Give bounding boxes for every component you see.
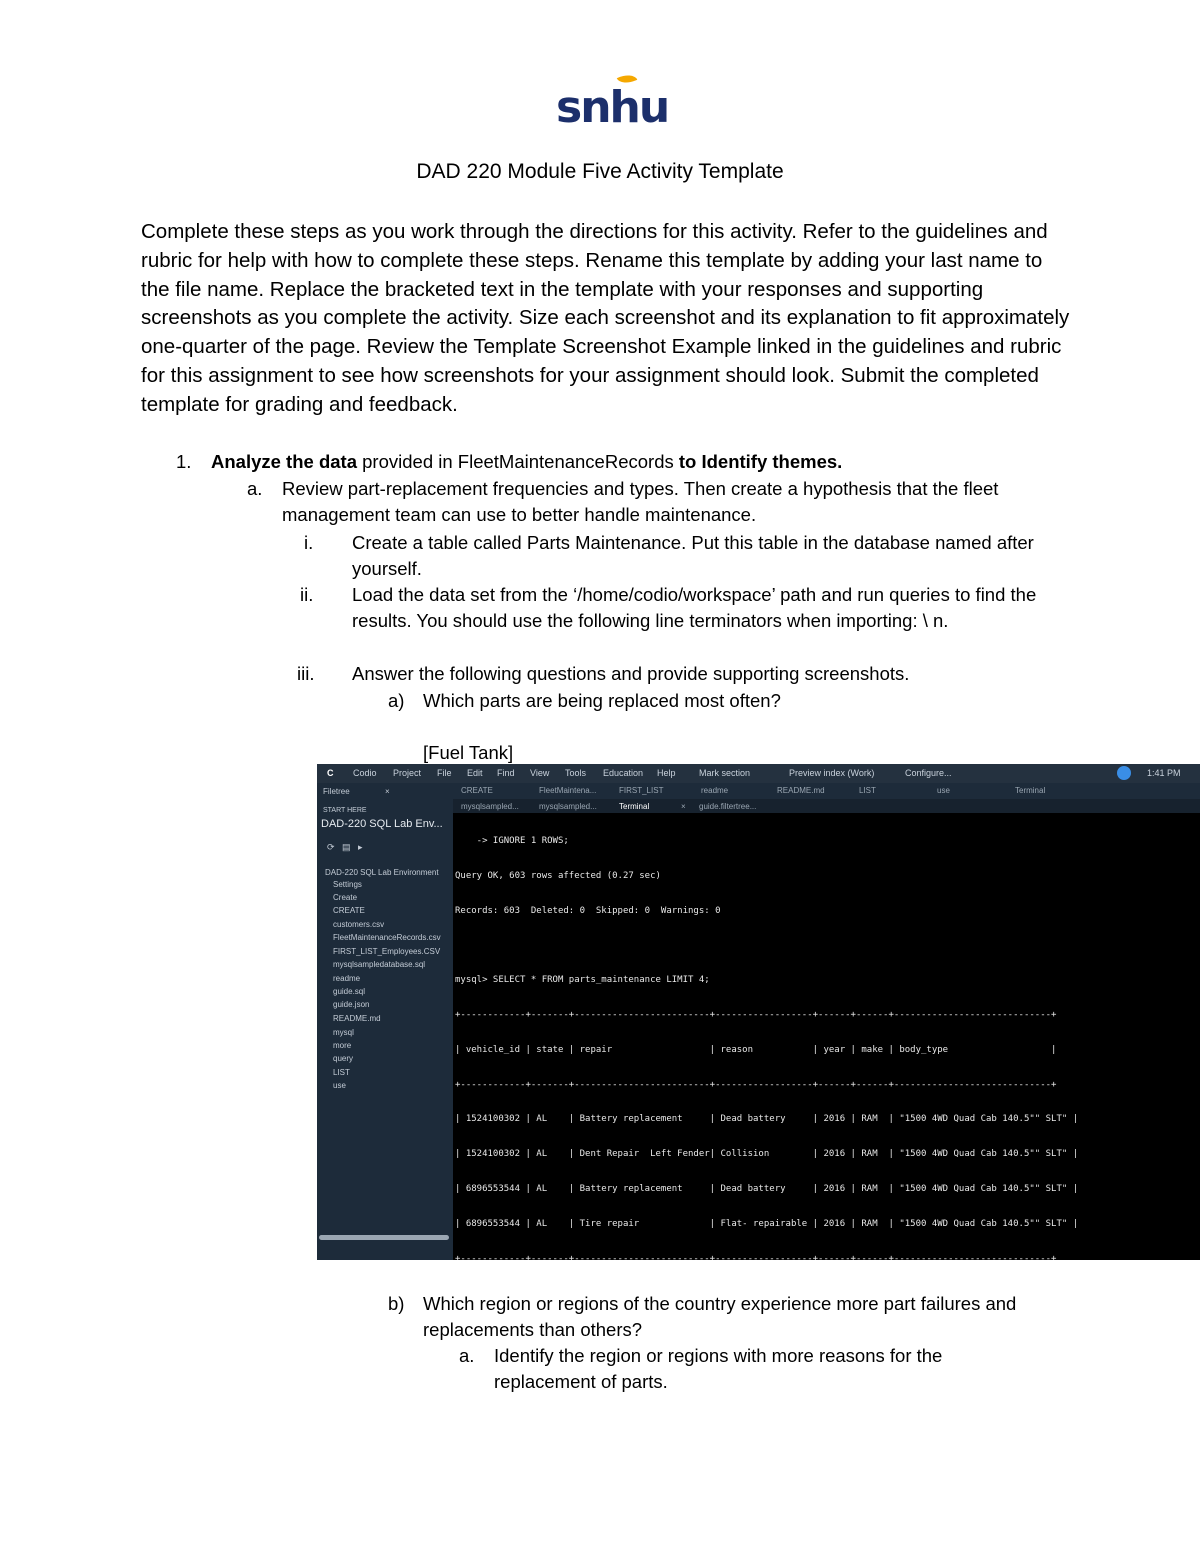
question-b-mark: b) bbox=[388, 1293, 405, 1314]
tab-mysql-2[interactable]: mysqlsampled... bbox=[539, 802, 597, 811]
project-name[interactable]: DAD-220 SQL Lab Env... bbox=[321, 818, 443, 830]
item-i-text: Create a table called Parts Maintenance. Put this table in the database named after yourself. bbox=[352, 532, 1034, 579]
close-icon[interactable]: × bbox=[681, 802, 686, 811]
tab-mysql-1[interactable]: mysqlsampled... bbox=[461, 802, 519, 811]
file-tree-sidebar bbox=[317, 783, 453, 1260]
item-ii-mark: ii. bbox=[300, 584, 314, 605]
terminal-line: | 1524100302 | AL | Dent Repair Left Fender| Collision | 2016 | RAM | "1500 4WD Quad Cab 140.5"" SLT" | bbox=[455, 1149, 1079, 1160]
tree-controls[interactable]: ⟳ ▤ ▸ bbox=[327, 842, 363, 852]
menu-tools[interactable]: Tools bbox=[565, 768, 587, 778]
tab-list[interactable]: LIST bbox=[859, 786, 876, 795]
terminal-output[interactable] bbox=[453, 813, 1200, 1260]
tree-file[interactable]: Create bbox=[333, 893, 358, 902]
menu-clock: 1:41 PM bbox=[1147, 768, 1181, 778]
tab-create[interactable]: CREATE bbox=[461, 786, 493, 795]
menu-configure[interactable]: Configure... bbox=[905, 768, 952, 778]
menu-codio[interactable]: Codio bbox=[353, 768, 377, 778]
terminal-line: | vehicle_id | state | repair | reason | year | make | body_type | bbox=[455, 1044, 1057, 1055]
terminal-line: | 6896553544 | AL | Battery replacement | Dead battery | 2016 | RAM | "1500 4WD Quad Cab 140.5"" SLT" | bbox=[455, 1184, 1079, 1194]
phone-icon[interactable] bbox=[1117, 766, 1131, 780]
tree-file[interactable]: Settings bbox=[333, 880, 362, 889]
codio-screenshot bbox=[317, 764, 1200, 1260]
tab-terminal-active[interactable]: Terminal bbox=[619, 802, 650, 811]
item-ii-text: Load the data set from the ‘/home/codio/workspace’ path and run queries to find the results. You should use the following line terminators when importing: \ n. bbox=[352, 584, 1037, 631]
tree-file[interactable]: README.md bbox=[333, 1014, 381, 1023]
step-1-mid: provided in FleetMaintenanceRecords bbox=[357, 451, 679, 472]
tab-fleet[interactable]: FleetMaintena... bbox=[539, 786, 597, 795]
item-iii-text: Answer the following questions and provide supporting screenshots. bbox=[352, 663, 910, 684]
menu-view[interactable]: View bbox=[530, 768, 550, 778]
terminal-line bbox=[455, 941, 1200, 953]
ide-menubar bbox=[317, 764, 1200, 783]
menu-mark-section[interactable]: Mark section bbox=[699, 768, 751, 778]
tab-readme-md[interactable]: README.md bbox=[777, 786, 825, 795]
tree-file[interactable]: use bbox=[333, 1081, 346, 1090]
logo-text: snhu bbox=[556, 82, 669, 133]
tree-root[interactable]: DAD-220 SQL Lab Environment bbox=[325, 868, 439, 877]
tree-file[interactable]: readme bbox=[333, 974, 361, 983]
start-here-label: START HERE bbox=[323, 807, 367, 814]
tree-file[interactable]: LIST bbox=[333, 1068, 350, 1077]
answer-a: [Fuel Tank] bbox=[423, 742, 514, 763]
tab-terminal[interactable]: Terminal bbox=[1015, 786, 1046, 795]
step-1-bold-2: to Identify themes. bbox=[678, 451, 843, 472]
item-a-mark: a. bbox=[247, 478, 263, 499]
intro-paragraph: Complete these steps as you work through the directions for this activity. Refer to the guidelines and rubric for help with how to complete these steps. Rename this template by adding your last name to the file name. Replace the bracketed text in the template with your responses and supporting screenshots as you complete the activity. Size each screenshot and its explanation to fit approximately one-quarter of the page. Review the Template Screenshot Example linked in the guidelines and rubric for this assignment to see how screenshots for your assignment should look. Submit the completed template for grading and feedback. bbox=[141, 220, 1070, 416]
menu-help[interactable]: Help bbox=[657, 768, 676, 778]
question-a-mark: a) bbox=[388, 690, 405, 711]
document-title: DAD 220 Module Five Activity Template bbox=[416, 160, 784, 183]
terminal-line: -> IGNORE 1 ROWS; bbox=[455, 836, 569, 847]
item-i-mark: i. bbox=[304, 532, 314, 553]
item-a-text: Review part-replacement frequencies and types. Then create a hypothesis that the fleet management team can use to better handle maintenance. bbox=[282, 478, 999, 525]
menu-project[interactable]: Project bbox=[393, 768, 422, 778]
tree-file[interactable]: more bbox=[333, 1041, 352, 1050]
tree-file[interactable]: mysql bbox=[333, 1028, 354, 1037]
tree-file[interactable]: query bbox=[333, 1054, 354, 1063]
tab-guide[interactable]: guide.filtertree... bbox=[699, 802, 757, 811]
tree-file[interactable]: FleetMaintenanceRecords.csv bbox=[333, 933, 441, 942]
editor-tabs bbox=[453, 783, 1200, 799]
menu-edit[interactable]: Edit bbox=[467, 768, 483, 778]
tree-file[interactable]: customers.csv bbox=[333, 920, 385, 929]
question-a-text: Which parts are being replaced most often? bbox=[423, 690, 781, 711]
codio-logo-icon: C bbox=[327, 768, 334, 778]
terminal-line: +------------+-------+-------------------------+------------------+------+------+-----------------------------+ bbox=[455, 1253, 1057, 1260]
terminal-line: | 1524100302 | AL | Battery replacement | Dead battery | 2016 | RAM | "1500 4WD Quad Cab 140.5"" SLT" | bbox=[455, 1114, 1079, 1125]
question-b-text: Which region or regions of the country experience more part failures and replacements than others? bbox=[423, 1293, 1017, 1340]
terminal-line: mysql> SELECT * FROM parts_maintenance LIMIT 4; bbox=[455, 975, 710, 986]
sidebar-scrollbar[interactable] bbox=[319, 1235, 449, 1240]
terminal-line: Records: 603 Deleted: 0 Skipped: 0 Warnings: 0 bbox=[455, 905, 721, 916]
tree-file[interactable]: FIRST_LIST_Employees.CSV bbox=[333, 947, 441, 956]
tree-file[interactable]: mysqlsampledatabase.sql bbox=[333, 960, 426, 969]
item-iii-mark: iii. bbox=[297, 663, 315, 684]
menu-education[interactable]: Education bbox=[603, 768, 644, 778]
panel-tabs bbox=[453, 799, 1200, 813]
menu-find[interactable]: Find bbox=[497, 768, 515, 778]
question-b-sub-text: Identify the region or regions with more reasons for the replacement of parts. bbox=[494, 1345, 943, 1392]
tree-file[interactable]: guide.json bbox=[333, 1000, 370, 1009]
terminal-line: | 6896553544 | AL | Tire repair | Flat- repairable | 2016 | RAM | "1500 4WD Quad Cab 140.5"" SLT" | bbox=[455, 1218, 1079, 1229]
terminal-line: Query OK, 603 rows affected (0.27 sec) bbox=[455, 870, 661, 881]
menu-file[interactable]: File bbox=[437, 768, 452, 778]
question-b-sub-mark: a. bbox=[459, 1345, 475, 1366]
step-1-number: 1. bbox=[176, 451, 192, 472]
sidebar-title: Filetree bbox=[323, 787, 350, 796]
step-1-heading bbox=[211, 449, 1091, 475]
terminal-line: +------------+-------+-------------------------+------------------+------+------+-----------------------------+ bbox=[455, 1079, 1057, 1090]
tree-file[interactable]: guide.sql bbox=[333, 987, 366, 996]
tab-use[interactable]: use bbox=[937, 786, 950, 795]
tree-file[interactable]: CREATE bbox=[333, 906, 365, 915]
snhu-logo bbox=[556, 74, 669, 134]
close-icon[interactable]: × bbox=[385, 787, 390, 796]
step-1-bold-1: Analyze the data bbox=[211, 451, 357, 472]
menu-preview[interactable]: Preview index (Work) bbox=[789, 768, 875, 778]
tab-readme[interactable]: readme bbox=[701, 786, 729, 795]
tab-first-list[interactable]: FIRST_LIST bbox=[619, 786, 664, 795]
terminal-line: +------------+-------+-------------------------+------------------+------+------+-----------------------------+ bbox=[455, 1010, 1057, 1021]
